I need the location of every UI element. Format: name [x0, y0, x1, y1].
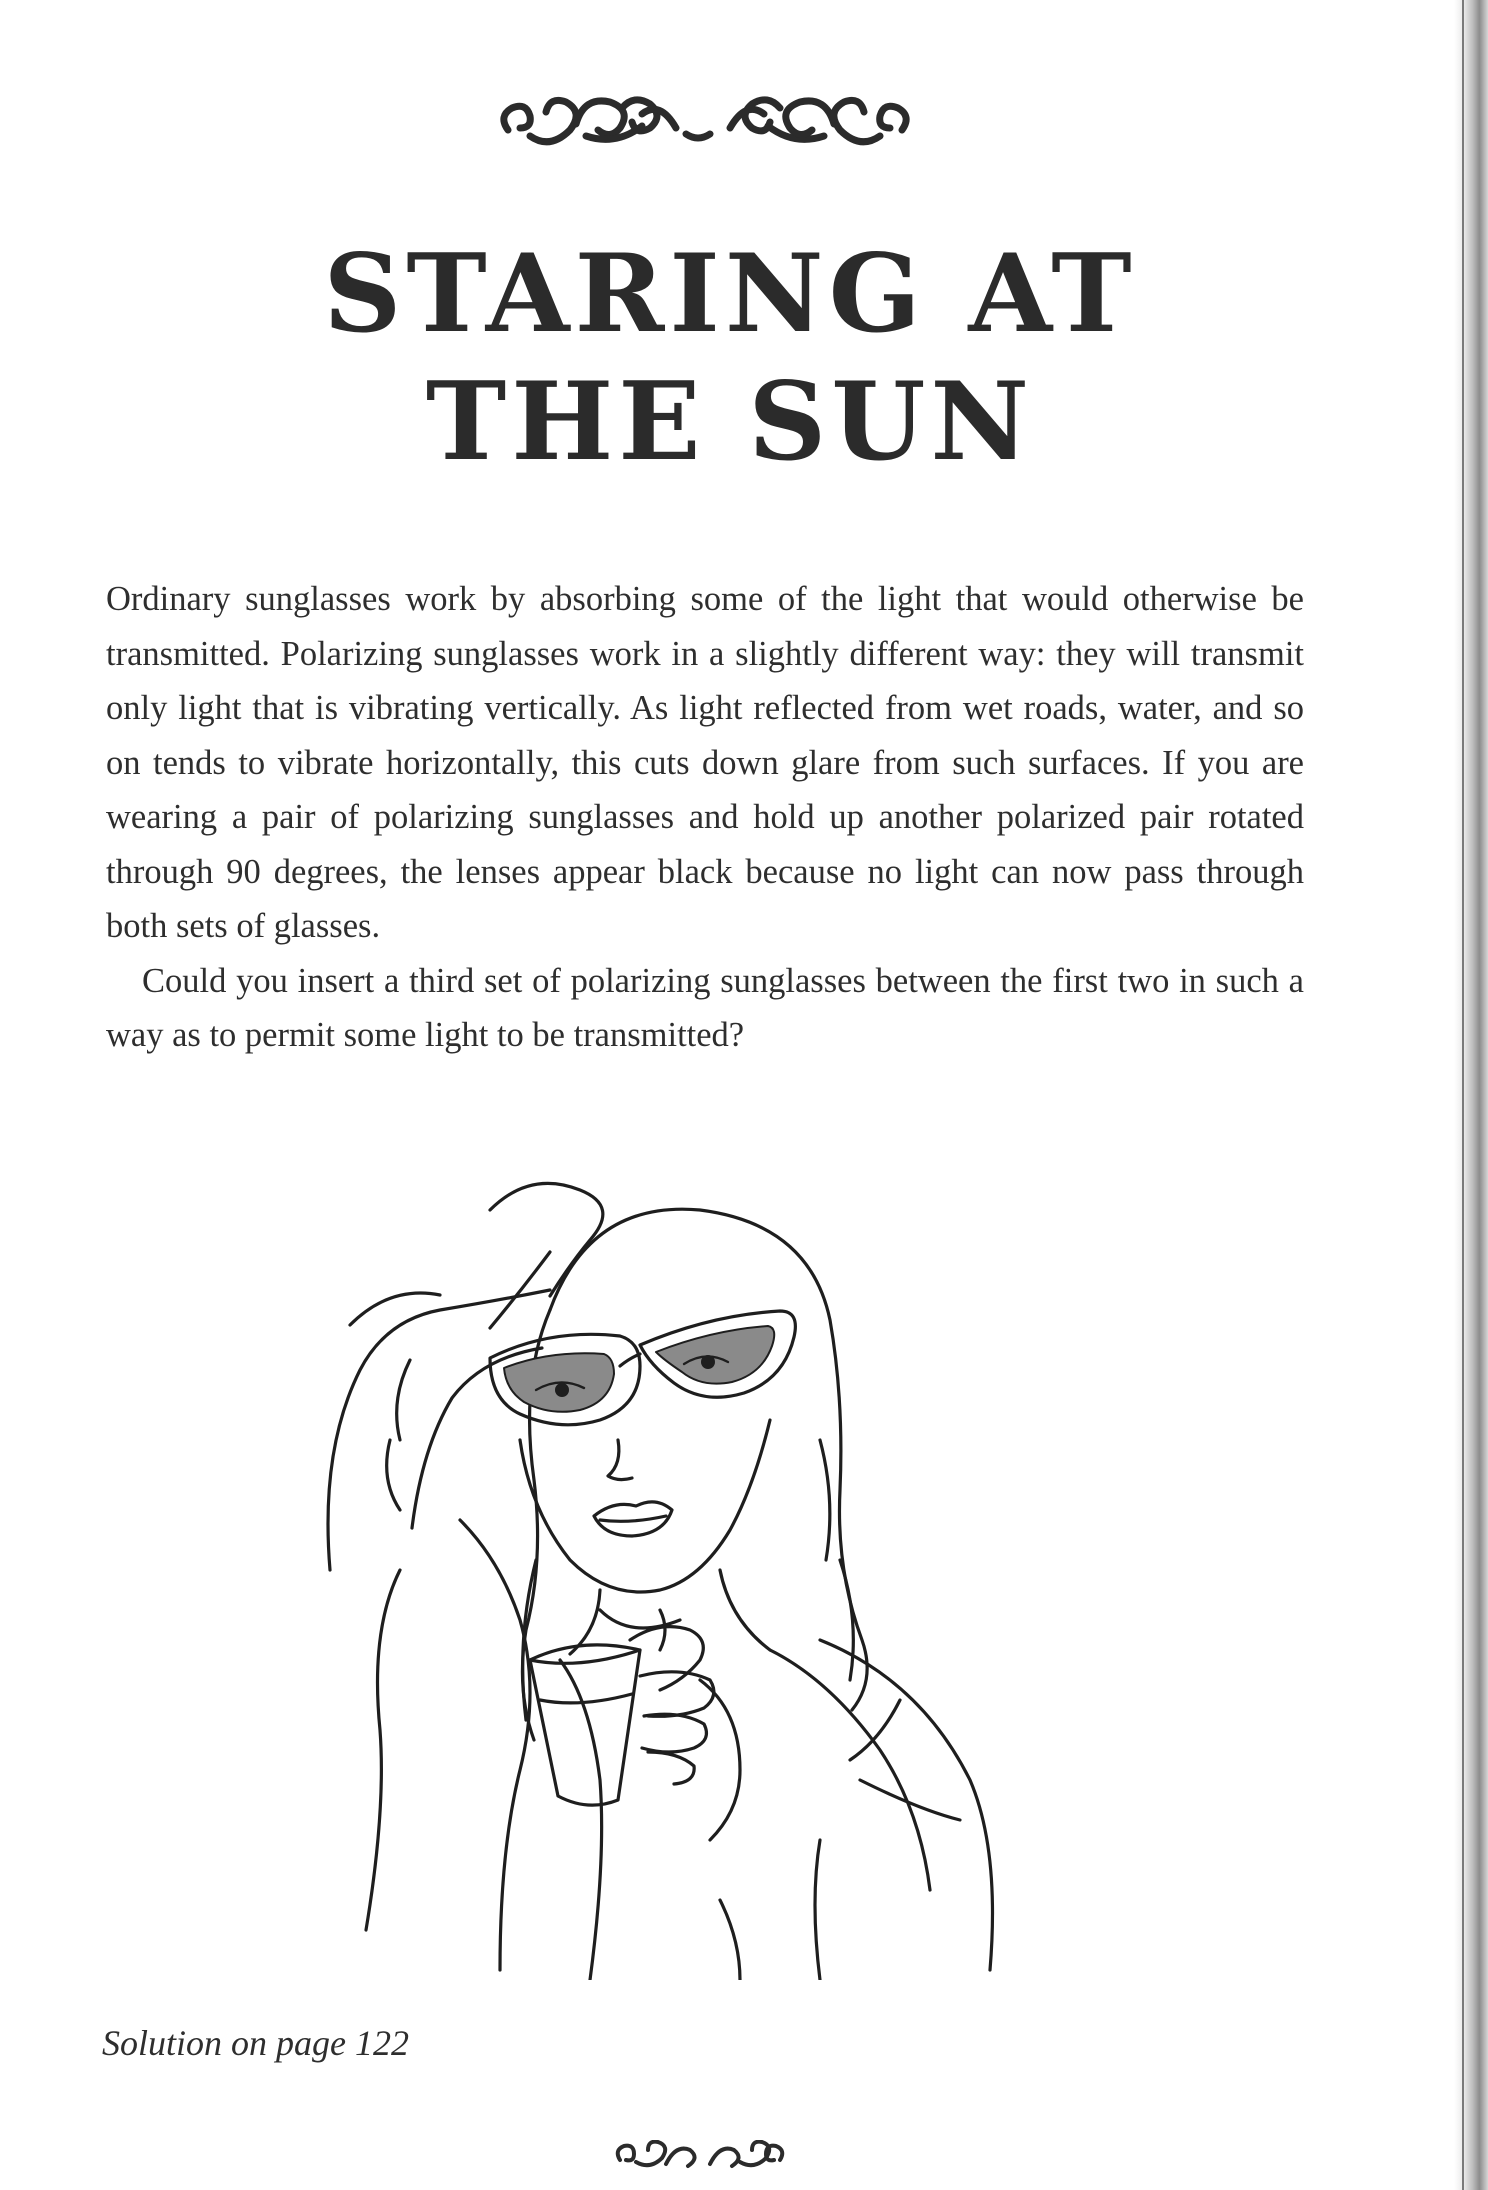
- page-title: [0, 230, 1460, 486]
- paragraph-2: Could you insert a third set of polarizing sunglasses between the first two in such a way as to permit some light to be transmitted?: [106, 961, 1304, 1054]
- body-text: [106, 572, 1304, 1063]
- woman-with-sunglasses-illustration: [300, 1140, 1160, 1980]
- title-line-1: STARING AT: [323, 231, 1137, 357]
- paragraph-1: Ordinary sunglasses work by absorbing some of the light that would otherwise be transmitted. Polarizing sunglasses work in a slightly different way: they will transmit only light that is vibrating vertically. As light reflected from wet roads, water, and so on tends to vibrate horizontally, this cuts down glare from such surfaces. If you are wearing a pair of polarizing sunglasses and hold up another polarized pair rotated through 90 degrees, the lenses appear black because no light can now pass through both sets of glasses.: [106, 580, 1304, 945]
- solution-note: Solution on page 122: [102, 2023, 409, 2063]
- small-scroll-ornament-icon: [610, 2140, 790, 2174]
- title-line-2: THE SUN: [425, 359, 1035, 485]
- page-binding-edge: [1454, 0, 1488, 2190]
- binding-line: [1462, 0, 1464, 2190]
- scroll-ornament-icon: [490, 88, 920, 158]
